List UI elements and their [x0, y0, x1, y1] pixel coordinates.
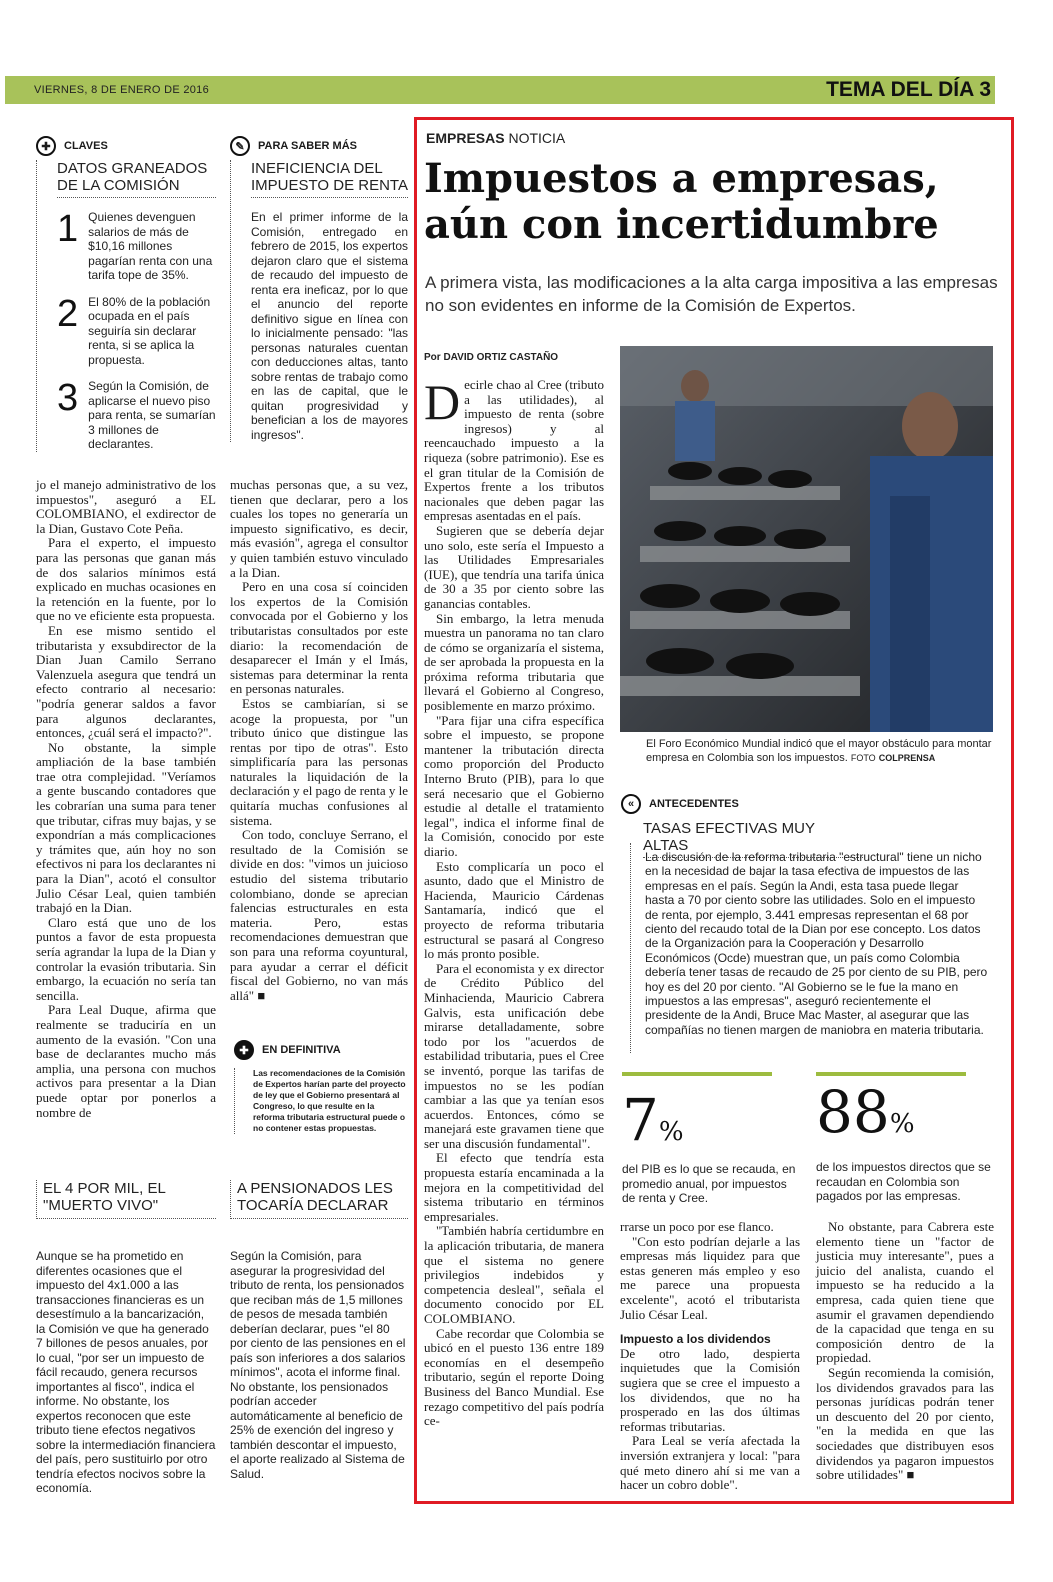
section-title: TEMA DEL DÍA 3	[826, 78, 991, 101]
cluster-icon: ✚	[234, 1040, 254, 1060]
clave-item: 3 Según la Comisión, de aplicarse el nuevo piso para renta, se sumarían 3 millones de declarantes.	[57, 377, 216, 451]
claves-box	[36, 136, 216, 452]
stat-bar	[622, 1072, 772, 1076]
en-definitiva-box	[234, 1040, 406, 1134]
en-definitiva-tag: EN DEFINITIVA	[262, 1044, 341, 1056]
para-saber-title: INEFICIENCIA DEL IMPUESTO DE RENTA	[251, 160, 408, 198]
antecedentes-tag: ANTECEDENTES	[649, 798, 739, 810]
article-subhead: A primera vista, las modificaciones a la alta carga impositiva a las empresas no son evidentes en informe de la Comisión de Expertos.	[425, 273, 998, 315]
cuatro-mil-title: EL 4 POR MIL, EL "MUERTO VIVO"	[36, 1180, 216, 1219]
pin-cluster-icon: ✚	[36, 136, 56, 156]
article-column-b: rrarse un poco por ese flanco. "Con esto podrían dejarle a las empresas más liquidez para que estas generen más empleo y eso me parece una propuesta excelente", acotó el tributarista Julio César Leal. Impuesto a los dividendos De otro lado, despierta inquietudes que la Comisión sugiera que se cree el impuesto a los dividendos, que no ha prosperado en las dos últimas reformas tributarias. Para Leal se vería afectada la inversión extranjera y local: "para qué meto dinero ahí si me van a hacer un cobro doble".	[620, 1219, 800, 1493]
claves-tag: CLAVES	[64, 140, 108, 152]
pensionados-box	[230, 1180, 408, 1481]
cuatro-mil-text: Aunque se ha prometido en diferentes ocasiones que el impuesto del 4x1.000 a las transacciones financieras es un desestímulo a la bancarización, la Comisión ve que ha generado 7 billones de pesos anuales, por lo cual, "por ser un impuesto de fácil recaudo, genera recursos importantes al fisco", indica el informe. No obstante, los expertos reconocen que este tributo tiene efectos negativos sobre la intermediación financiera del país, pero sustituirlo por otro tendría efectos nocivos sobre la economía.	[36, 1249, 216, 1495]
clave-item: 2 El 80% de la población ocupada en el país seguiría sin declarar renta, si se aplica la propuesta.	[57, 292, 211, 367]
double-chevron-left-icon: «	[621, 794, 641, 814]
photo-caption: El Foro Económico Mundial indicó que el mayor obstáculo para montar empresa en Colombia son los impuestos. FOTO COLPRENSA	[646, 738, 992, 764]
para-saber-tag: PARA SABER MÁS	[258, 140, 358, 152]
stat-7: 7% del PIB es lo que se recauda, en promedio anual, por impuestos de renta y Cree.	[622, 1072, 802, 1206]
stat-88: 88% de los impuestos directos que se recaudan en Colombia son pagados por las empresas.	[816, 1072, 996, 1204]
article-headline: Impuestos a empresas, aún con incertidumbre	[424, 155, 939, 248]
stat-bar	[816, 1072, 966, 1076]
en-definitiva-text: Las recomendaciones de la Comisión de Expertos harían parte del proyecto de ley que el Gobierno presentará al Congreso, lo que resulte en la reforma tributaria estructural puede o no contener estas propuestas.	[234, 1068, 406, 1134]
claves-title: DATOS GRANEADOS DE LA COMISIÓN	[57, 160, 216, 198]
pensionados-text: Según la Comisión, para asegurar la progresividad del tributo de renta, los pensionados que reciban más de 1,5 millones de pesos de mesada también deberían declarar, pues "el 80 por ciento de las pensiones en el país son inferiores a dos salarios mínimos", acota el informe final. No obstante, los pensionados podrían acceder automáticamente al beneficio de 25% de exención del ingreso y también descontar el impuesto, el aporte realizado al Sistema de Salud.	[230, 1249, 406, 1481]
cuatro-mil-box	[36, 1180, 216, 1496]
article-kicker: EMPRESAS NOTICIA	[426, 130, 566, 146]
issue-date: VIERNES, 8 DE ENERO DE 2016	[34, 84, 209, 96]
article-column-c: No obstante, para Cabrera este elemento tiene un "factor de justicia muy interesante", pues a juicio del analista, cuando el impuesto se ha reducido a la empresa, cada quien tiene que asumir el gravamen dependiendo de la capacidad que tenga en su composición dentro de la propiedad. Según recomienda la comisión, los dividendos gravados para las personas jurídicas podrán tener un descuento del 20 por ciento, "en la medida en que las sociedades que distribuyen esos dividendos ya pagaron impuestos sobre utilidades" ■	[816, 1219, 994, 1483]
antecedentes-title: TASAS EFECTIVAS MUY ALTAS	[643, 820, 863, 858]
pensionados-title: A PENSIONADOS LES TOCARÍA DECLARAR	[230, 1180, 408, 1219]
antecedentes-text: La discusión de la reforma tributaria "estructural" tiene un nicho en la necesidad de bajar la tasa efectiva de impuestos de las empresas en el país. Según la Andi, esta tasa puede llegar hasta a 70 por ciento sobre las utilidades. Solo en el impuesto de renta, por ejemplo, 3.441 empresas representan el 68 por ciento del recaudo total de la Dian por ese concepto. Los datos de la Organización para la Cooperación y Desarrollo Económicos (Ocde) muestran que, un país como Colombia debería tener tasas de recaudo de 25 por ciento de su PIB, pero hoy es del 20 por ciento. "Al Gobierno se le fue la mano en impuestos a las empresas", aseguró recientemente el presidente de la Andi, Bruce Mac Master, al asegurar que las compañías no tienen margen de maniobra en materia tributaria.	[645, 850, 988, 1037]
dividendos-subtitle: Impuesto a los dividendos	[620, 1332, 771, 1347]
article-byline: Por DAVID ORTIZ CASTAÑO	[424, 352, 559, 363]
factory-photo	[620, 346, 993, 732]
clave-item: 1 Quienes devenguen salarios de más de $10,16 millones pagarían renta con una tarifa tope de 35%.	[57, 208, 213, 282]
para-saber-box	[230, 136, 408, 442]
drop-cap: D	[424, 374, 461, 430]
column-1: jo el manejo administrativo de los impuestos", aseguró a EL COLOMBIANO, el exdirector de la Dian, Gustavo Cote Peña. Para el experto, el impuesto para las personas que ganan más de dos salarios mínimos está explicado en muchas ocasiones en la retención en la fuente, por lo que no ve eficiente esta propuesta. En ese mismo sentido el tributarista y exsubdirector de la Dian Juan Camilo Serrano Valenzuela asegura que tendrá un efecto contrario al necesario: "podría generar saldos a favor para algunos declarantes, entonces, ¿cuál será el impacto?". No obstante, la simple ampliación de la base también trae otra complejidad. "Veríamos a gente buscando contadores que les cobrarían una suma para tener que tributar, cifras muy bajas, y se expondrían a más complicaciones y trámites que, aún hoy no son efectivos ni para los declarantes ni para la Dian", acotó el consultor Julio César Leal, quien también trabajó en la Dian. Claro está que uno de los puntos a favor de esta propuesta sería agrandar la lupa de la Dian y controlar la evasión tributaria. Sin embargo, la ecuación no sería tan sencilla. Para Leal Duque, afirma que realmente se traduciría en un aumento de la evasión. "Con una base de declarantes mucho más amplia, una persona con muchos activos para presentar a la Dian puede optar por ponerlos a nombre de	[36, 477, 216, 1120]
article-column-a: Decirle chao al Cree (tributo a las utilidades), al impuesto de renta (sobre ingresos) y al reencauchado impuesto a la riqueza (sobre patrimonio). Ese es el gran titular de la Comisión de Expertos frente a los tributos nacionales que deben pagar las empresas asentadas en el país. Sugieren que se debería dejar uno solo, este sería el Impuesto a las Utilidades Empresariales (IUE), que tendría una tarifa única de 30 a 35 por ciento sobre las ganancias contables. Sin embargo, la letra menuda muestra un panorama no tan claro de cómo se organizaría el sistema, de ser aprobada la propuesta en la próxima reforma tributaria que llevará el Gobierno al Congreso, posiblemente en marzo próximo. "Para fijar una cifra específica sobre el impuesto, se propone mantener la tributación directa como proporción del Producto Interno Bruto (PIB), para lo que será necesario que el Gobierno estudie al detalle el tratamiento legal", indica el informe final de la Comisión, conocido por este diario. Esto complicaría un poco el asunto, dado que el Ministro de Hacienda, Mauricio Cárdenas Santamaría, indicó que el proyecto de reforma tributaria estructural se pasará al Congreso lo más pronto posible. Para el economista y ex director de Crédito Público del Minhacienda, Mauricio Cabrera Galvis, esta unificación debe mirarse detalladamente, sobre todo por los "acuerdos de estabilidad tributaria, pues el Cree se inventó, porque las tarifas de impuestos no se les podían cambiar a las que ya tenían esos acuerdos. Entonces, cómo se manejará este gravamen tiene que ser una discusión fundamental". El efecto que tendría esta propuesta estaría encaminada a la mejora en la competitividad del sistema tributario en términos empresariales. "También habría certidumbre en la aplicación tributaria, de manera que el sistema no genere privilegios indebidos y competencia desleal", señala el documento conocido por EL COLOMBIANO. Cabe recordar que Colombia se ubicó en el puesto 136 entre 189 economías en el desempeño tributario, según el reporte Doing Business del Banco Mundial. Ese rezago competitivo del país podría ce-	[424, 374, 604, 1429]
pushpin-icon: ✎	[230, 136, 250, 156]
column-2: muchas personas que, a su vez, tienen que declarar, pero a los cuales los topes no generaría un impuesto significativo, es decir, más evasión", agrega el consultor y quien también estuvo vinculado a la Dian. Pero en una cosa sí coinciden los expertos de la Comisión convocada por el Gobierno y los tributaristas consultados por este diario: la recomendación de desaparecer el Imán y el Imás, sistemas para determinar la renta en personas naturales. Estos se cambiarían, si se acoge la propuesta, por "un tributo único que distingue las rentas por tipo de otras". Esto simplificaría para las personas naturales la liquidación de la declaración y el pago de renta y le quitaría muchas confusiones al sistema. Con todo, concluye Serrano, el resultado de la Comisión se divide en dos: "vimos un juicioso estudio del sistema tributario colombiano, donde se aprecian falencias estructurales en esta materia. Pero, estas recomendaciones demuestran que son para una reforma coyuntural, para ayudar a cerrar el déficit fiscal del Gobierno, no van más allá" ■	[230, 477, 408, 1003]
para-saber-text: En el primer informe de la Comisión, entregado en febrero de 2015, los expertos dejaron claro que el sistema de recaudo del impuesto de renta era ineficaz, por lo que el anuncio del reporte definitivo sigue en línea con lo inicialmente pensado: "las personas naturales cuentan con deducciones altas, tanto sobre rentas de trabajo como en las de capital, que le quitan progresividad y benefician a los de mayores ingresos".	[251, 210, 408, 442]
